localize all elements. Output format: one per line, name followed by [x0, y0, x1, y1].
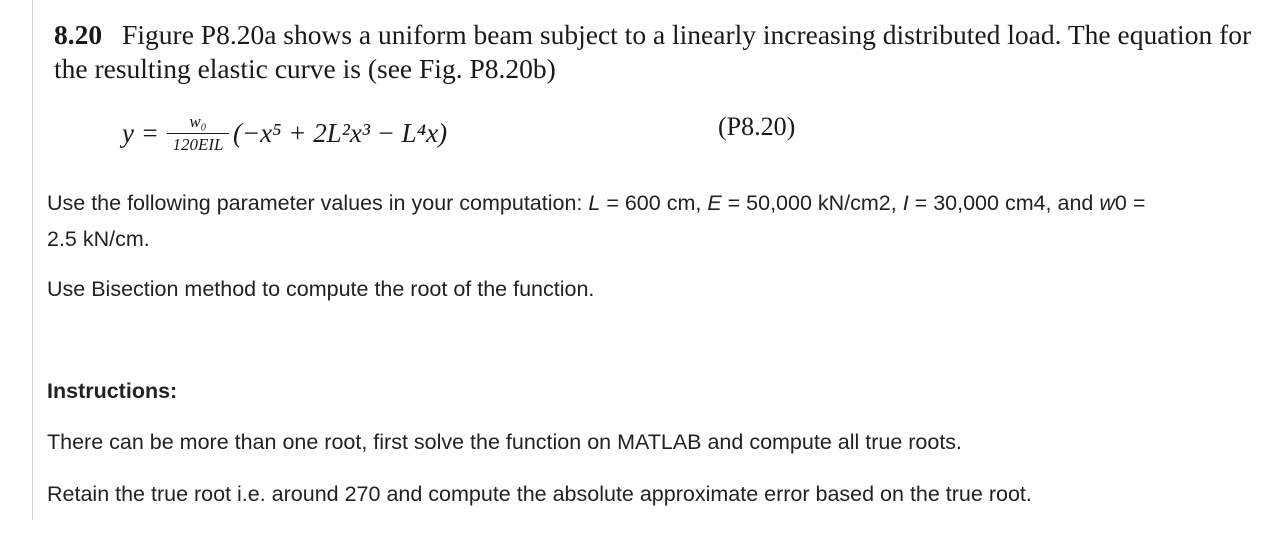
instructions-heading: Instructions:: [47, 379, 178, 403]
param-w-symbol: w: [1099, 191, 1115, 215]
param-I-value: = 30,000 cm4, and: [908, 191, 1100, 215]
instruction-line-2: Retain the true root i.e. around 270 and compute the absolute approximate error based on the true root.: [47, 482, 1032, 506]
param-E-symbol: E: [707, 191, 722, 215]
fraction-numerator: w₀: [189, 111, 207, 131]
param-E-value: = 50,000 kN/cm2,: [721, 191, 903, 215]
parameter-values-text: [47, 185, 1147, 257]
equation-fraction: [167, 113, 229, 154]
problem-number: 8.20: [54, 19, 103, 50]
fraction-denominator: 120EIL: [172, 134, 224, 154]
param-L-value: = 600 cm,: [600, 191, 708, 215]
elastic-curve-equation: [122, 108, 447, 158]
instruction-line-1: There can be more than one root, first solve the function on MATLAB and compute all true roots.: [47, 430, 963, 454]
equation-lhs: y =: [122, 117, 159, 148]
equation-body: (−x⁵ + 2L²x³ − L⁴x): [232, 117, 448, 148]
param-I-symbol: I: [902, 191, 909, 215]
left-border-line: [32, 0, 33, 520]
fraction-bar: [167, 133, 229, 134]
problem-text: Figure P8.20a shows a uniform beam subject to a linearly increasing distributed load. The equation for the resulting elastic curve is (see Fig. P8.20b): [54, 19, 1252, 84]
problem-statement: [54, 18, 1254, 86]
params-prefix: Use the following parameter values in your computation:: [47, 191, 589, 215]
param-L-symbol: L: [588, 191, 601, 215]
param-w-value: 0 = 2.5 kN/cm.: [47, 191, 1146, 251]
method-text: Use Bisection method to compute the root of the function.: [47, 277, 595, 301]
equation-label: (P8.20): [718, 112, 796, 141]
